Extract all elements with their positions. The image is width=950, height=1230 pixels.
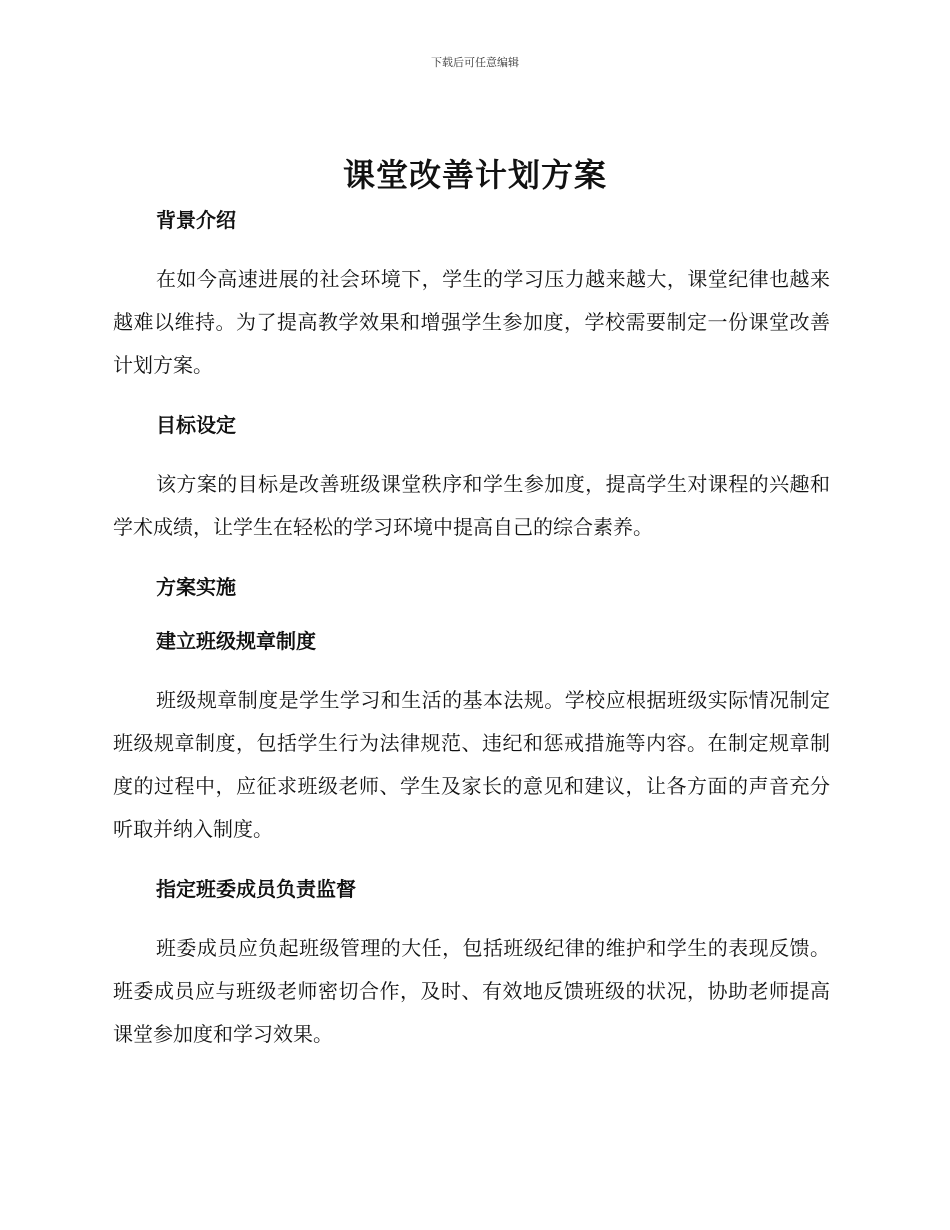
document-title: 课堂改善计划方案: [342, 156, 607, 194]
section-heading-rules: 建立班级规章制度: [156, 629, 316, 653]
section-text-goal: 该方案的目标是改善班级课堂秩序和学生参加度，提高学生对课程的兴趣和学术成绩，让学生在轻松的学习环境中提高自己的综合素养。: [113, 472, 830, 539]
section-text-background: 在如今高速进展的社会环境下，学生的学习压力越来越大，课堂纪律也越来越难以维持。为了提高教学效果和增强学生参加度，学校需要制定一份课堂改善计划方案。: [113, 267, 830, 377]
section-heading-committee: 指定班委成员负责监督: [156, 877, 356, 901]
section-heading-goal: 目标设定: [156, 413, 236, 437]
header-note: 下载后可任意编辑: [431, 56, 519, 69]
section-text-committee: 班委成员应负起班级管理的大任，包括班级纪律的维护和学生的表现反馈。班委成员应与班级老师密切合作，及时、有效地反馈班级的状况，协助老师提高课堂参加度和学习效果。: [113, 936, 830, 1046]
section-text-rules: 班级规章制度是学生学习和生活的基本法规。学校应根据班级实际情况制定班级规章制度，包括学生行为法律规范、违纪和惩戒措施等内容。在制定规章制度的过程中，应征求班级老师、学生及家长的意见和建议，让各方面的声音充分听取并纳入制度。: [113, 688, 830, 841]
section-heading-background: 背景介绍: [156, 208, 236, 232]
section-heading-implementation: 方案实施: [156, 575, 236, 599]
document-body: [113, 204, 830, 1056]
